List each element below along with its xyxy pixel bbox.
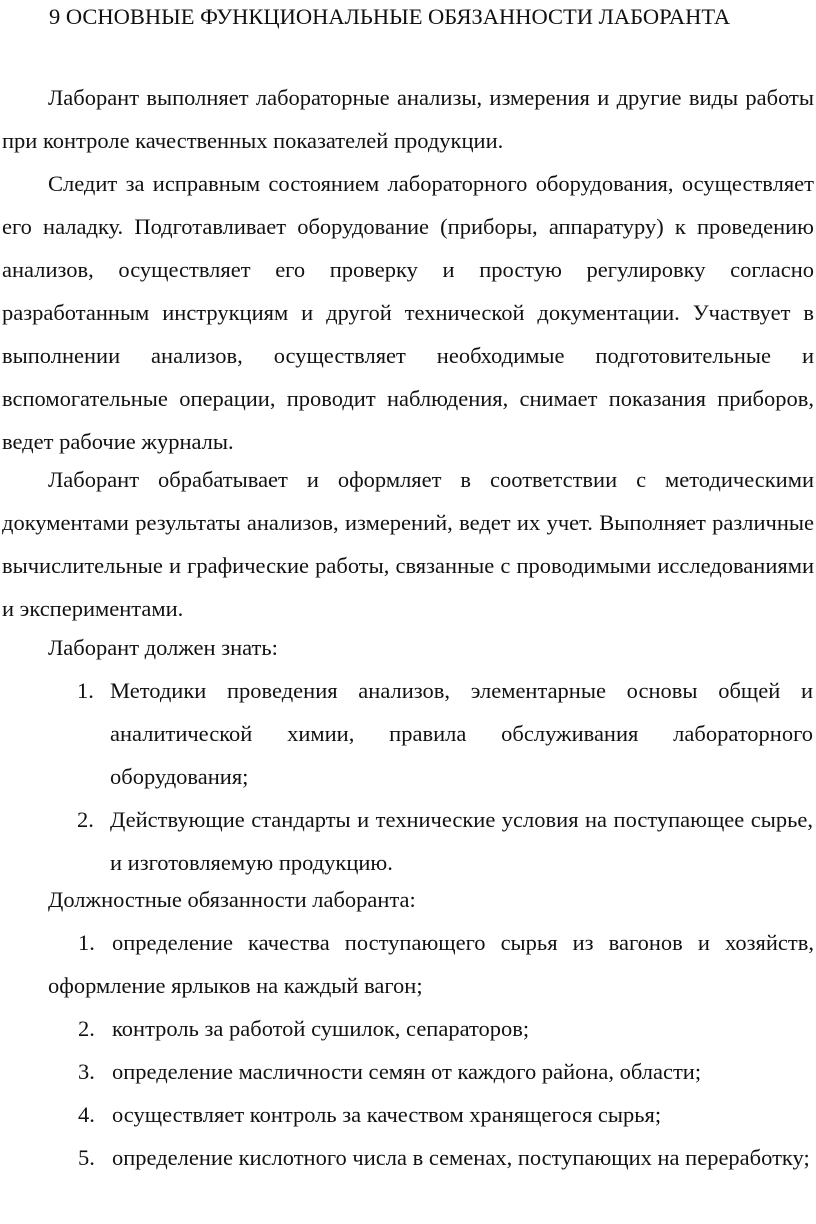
- list-item: [48, 1007, 814, 1050]
- list-item-number: 2.: [78, 1016, 95, 1041]
- paragraph-2: Следит за исправным состоянием лабораторного оборудования, осуществляет его наладку. Подготавливает оборудование (приборы, аппаратуру) к проведению анализов, осуществляет его проверку и простую регулировку согласно разработанным инструкциям и другой технической документации. Участвует в выполнении анализов, осуществляет необходимые подготовительные и вспомогательные операции, проводит наблюдения, снимает показания приборов, ведет рабочие журналы.: [2, 171, 814, 454]
- list-item: [77, 669, 813, 798]
- duties-heading: Должностные обязанности лаборанта:: [48, 887, 416, 912]
- list-item-text: определение качества поступающего сырья из вагонов и хозяйств, оформление ярлыков на каждый вагон;: [48, 930, 814, 998]
- list-item-number: 5.: [78, 1145, 95, 1170]
- knowledge-list: [77, 669, 813, 884]
- list-item-text: Методики проведения анализов, элементарные основы общей и аналитической химии, правила обслуживания лабораторного оборудования;: [110, 678, 813, 789]
- section-title: 9 ОСНОВНЫЕ ФУНКЦИОНАЛЬНЫЕ ОБЯЗАННОСТИ ЛАБОРАНТА: [49, 4, 731, 29]
- paragraph-3: Лаборант обрабатывает и оформляет в соответствии с методическими документами результаты анализов, измерений, ведет их учет. Выполняет различные вычислительные и графические работы, связанные с проводимыми исследованиями и экспериментами.: [2, 467, 814, 621]
- list-item-text: определение кислотного числа в семенах, поступающих на переработку;: [112, 1145, 810, 1170]
- list-item-text: осуществляет контроль за качеством хранящегося сырья;: [112, 1102, 662, 1127]
- list-item-number: 2.: [77, 807, 94, 832]
- list-item: [48, 1093, 814, 1136]
- list-item-number: 1.: [78, 930, 95, 955]
- duties-list: [48, 921, 814, 1179]
- list-item: [77, 798, 813, 884]
- list-item-number: 1.: [77, 678, 94, 703]
- paragraph-1: Лаборант выполняет лабораторные анализы, измерения и другие виды работы при контроле качественных показателей продукции.: [2, 85, 814, 153]
- list-item: [48, 1136, 814, 1179]
- knowledge-heading: Лаборант должен знать:: [48, 635, 278, 660]
- list-item-number: 4.: [78, 1102, 95, 1127]
- list-item-text: определение масличности семян от каждого района, области;: [112, 1059, 702, 1084]
- list-item: [48, 1050, 814, 1093]
- list-item-number: 3.: [78, 1059, 95, 1084]
- list-item: [48, 921, 814, 1007]
- list-item-text: контроль за работой сушилок, сепараторов;: [112, 1016, 530, 1041]
- list-item-text: Действующие стандарты и технические условия на поступающее сырье, и изготовляемую продукцию.: [110, 807, 813, 875]
